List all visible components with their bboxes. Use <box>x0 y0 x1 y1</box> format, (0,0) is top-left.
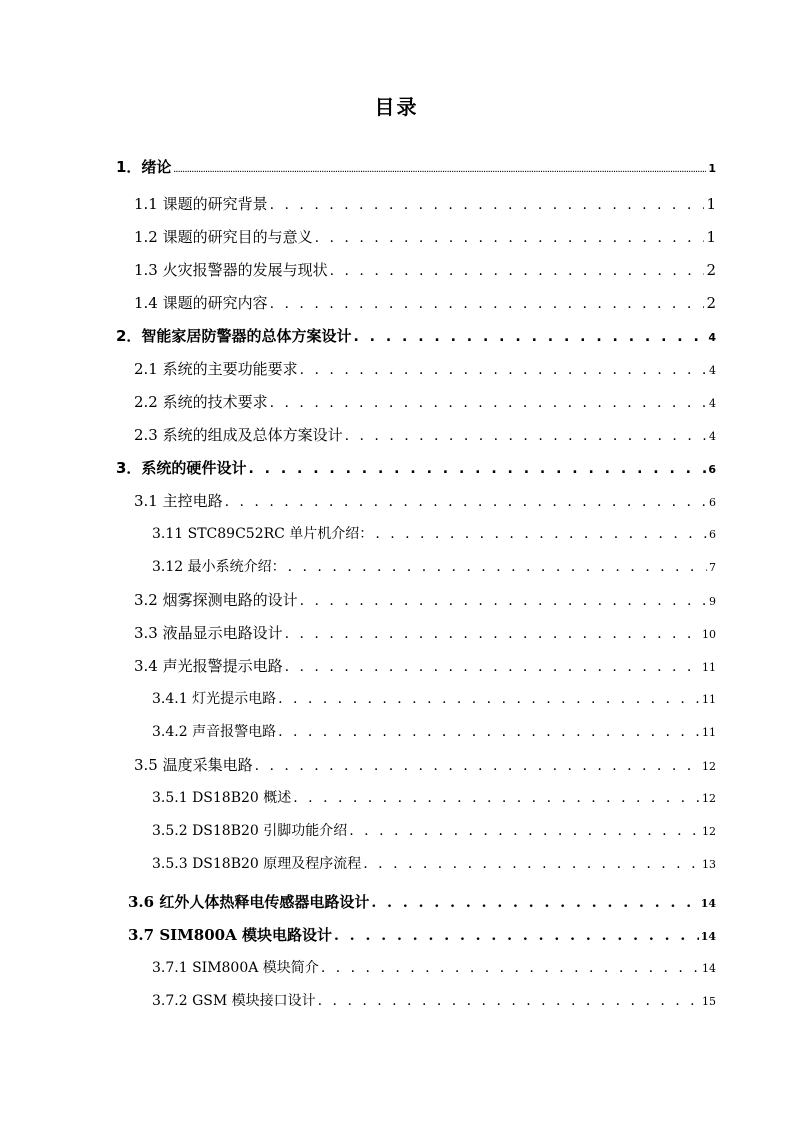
toc-entry-label: 3.2 烟雾探测电路的设计 <box>134 591 298 609</box>
leader-dots <box>345 428 707 444</box>
toc-entry-label: 2.2 系统的技术要求 <box>134 393 268 411</box>
toc-entry-3[interactable] <box>116 457 716 483</box>
toc-entry-label: 3．系统的硬件设计 <box>116 459 247 477</box>
leader-dots <box>349 823 700 839</box>
toc-entry-3-5-2[interactable] <box>152 820 716 846</box>
toc-entry-label: 1．绪论 <box>116 158 172 176</box>
toc-entry-page: 4 <box>709 364 716 377</box>
toc-entry-page: 14 <box>700 897 716 910</box>
leader-dots <box>278 691 700 707</box>
toc-entry-page: 9 <box>709 595 716 608</box>
toc-entry-label: 3.5.3 DS18B20 原理及程序流程 <box>152 856 362 872</box>
toc-entry-label: 1.2 课题的研究目的与意义 <box>134 228 313 246</box>
toc-entry-label: 3.7.2 GSM 模块接口设计 <box>152 993 316 1009</box>
leader-dots <box>278 724 700 740</box>
leader-dots <box>363 856 700 872</box>
toc-entry-3-1-2[interactable] <box>152 556 716 582</box>
toc-entry-label: 2.3 系统的组成及总体方案设计 <box>134 426 343 444</box>
leader-dots <box>315 230 705 246</box>
leader-dots <box>375 526 707 542</box>
toc-entry-label: 3.4 声光报警提示电路 <box>134 657 283 675</box>
toc-entry-label: 3.7 SIM800A 模块电路设计 <box>128 926 332 944</box>
toc-entry-label: 3.4.2 声音报警电路 <box>152 724 277 740</box>
toc-entry-label: 1.1 课题的研究背景 <box>134 195 268 213</box>
leader-dots <box>248 461 706 477</box>
toc-entry-page: 11 <box>702 693 716 706</box>
toc-entry-3-4[interactable] <box>134 655 716 681</box>
toc-entry-3-7-2[interactable] <box>152 990 716 1016</box>
toc-entry-page: 6 <box>708 463 716 476</box>
toc-entry-3-5-3[interactable] <box>152 853 716 879</box>
toc-entry-3-3[interactable] <box>134 622 716 648</box>
toc-entry-label: 3.12 最小系统介绍： <box>152 559 286 575</box>
toc-entry-3-6[interactable] <box>128 891 716 917</box>
page-title: 目录 <box>374 95 419 119</box>
leader-dots <box>318 993 700 1009</box>
toc-entry-page: 4 <box>709 430 716 443</box>
toc-entry-2-3[interactable] <box>134 424 716 450</box>
toc-entry-3-7[interactable] <box>128 924 716 950</box>
leader-dots <box>270 197 705 213</box>
toc-entry-1-4[interactable] <box>134 292 716 318</box>
leader-dots <box>285 626 700 642</box>
toc-entry-label: 3.6 红外人体热释电传感器电路设计 <box>128 893 370 911</box>
toc-entry-label: 2．智能家居防警器的总体方案设计 <box>116 327 352 345</box>
toc-entry-page: 11 <box>702 661 716 674</box>
toc-entry-label: 3.3 液晶显示电路设计 <box>134 624 283 642</box>
toc-entry-page: 1 <box>706 195 716 213</box>
toc-entry-page: 6 <box>709 528 716 541</box>
toc-entry-1[interactable] <box>116 156 716 182</box>
toc-entry-3-2[interactable] <box>134 589 716 615</box>
toc-entry-page: 11 <box>702 726 716 739</box>
toc-entry-page: 7 <box>709 561 716 574</box>
toc-entry-3-1[interactable] <box>134 490 716 516</box>
toc-entry-page: 10 <box>702 628 716 641</box>
toc-entry-label: 3.4.1 灯光提示电路 <box>152 691 277 707</box>
leader-dots <box>300 362 707 378</box>
toc-entry-3-1-1[interactable] <box>152 523 716 549</box>
toc-entry-3-5-1[interactable] <box>152 787 716 813</box>
toc-entry-label: 3.1 主控电路 <box>134 492 223 510</box>
toc-entry-2-1[interactable] <box>134 358 716 384</box>
leader-dots <box>293 790 700 806</box>
toc-entry-3-4-1[interactable] <box>152 688 716 714</box>
toc-entry-label: 1.3 火灾报警器的发展与现状 <box>134 261 328 279</box>
toc-entry-page: 12 <box>702 825 716 838</box>
leader-dots <box>371 895 698 911</box>
leader-dots <box>288 559 707 575</box>
leader-dots <box>173 167 706 174</box>
toc-entry-page: 4 <box>708 331 716 344</box>
toc-entry-1-3[interactable] <box>134 259 716 285</box>
leader-dots <box>334 928 699 944</box>
leader-dots <box>270 296 705 312</box>
toc-entry-3-5[interactable] <box>134 754 716 780</box>
leader-dots <box>300 593 707 609</box>
leader-dots <box>255 758 700 774</box>
toc-entry-3-4-2[interactable] <box>152 721 716 747</box>
toc-entry-2[interactable] <box>116 325 716 351</box>
leader-dots <box>270 395 707 411</box>
toc-entry-page: 1 <box>708 162 716 175</box>
toc-entry-label: 1.4 课题的研究内容 <box>134 294 268 312</box>
toc-entry-page: 12 <box>702 792 716 805</box>
leader-dots <box>321 960 700 976</box>
toc-entry-label: 3.11 STC89C52RC 单片机介绍： <box>152 526 374 542</box>
toc-entry-label: 3.5.2 DS18B20 引脚功能介绍 <box>152 823 348 839</box>
toc-entry-page: 2 <box>706 294 716 312</box>
toc-entry-2-2[interactable] <box>134 391 716 417</box>
toc-entry-label: 3.5 温度采集电路 <box>134 756 253 774</box>
toc-entry-page: 13 <box>702 858 716 871</box>
toc-entry-1-1[interactable] <box>134 193 716 219</box>
leader-dots <box>330 263 705 279</box>
toc-entry-3-7-1[interactable] <box>152 957 716 983</box>
toc-entry-page: 1 <box>706 228 716 246</box>
toc-entry-label: 3.5.1 DS18B20 概述 <box>152 790 292 806</box>
toc-entry-page: 12 <box>702 760 716 773</box>
toc-entry-page: 14 <box>700 930 716 943</box>
toc-entry-page: 4 <box>709 397 716 410</box>
toc-entry-page: 15 <box>702 995 716 1008</box>
toc-entry-page: 6 <box>709 496 716 509</box>
leader-dots <box>285 659 700 675</box>
leader-dots <box>225 494 707 510</box>
toc-entry-page: 2 <box>706 261 716 279</box>
toc-entry-page: 14 <box>702 962 716 975</box>
toc-entry-label: 2.1 系统的主要功能要求 <box>134 360 298 378</box>
toc-entry-1-2[interactable] <box>134 226 716 252</box>
toc-entry-label: 3.7.1 SIM800A 模块简介 <box>152 960 319 976</box>
leader-dots <box>353 329 706 345</box>
